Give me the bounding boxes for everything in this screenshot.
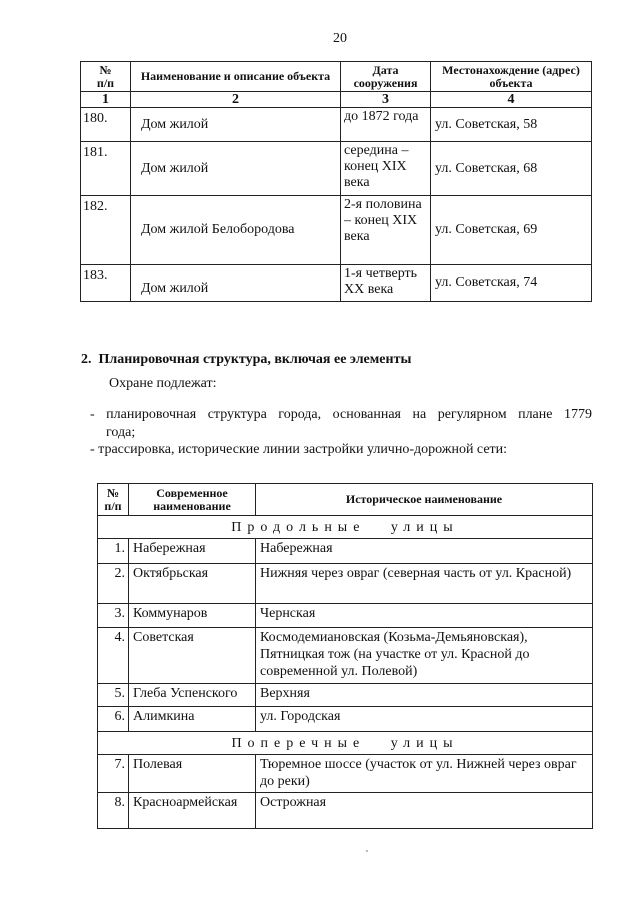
header-number: № п/п <box>81 62 131 92</box>
section-heading: 2. Планировочная структура, включая ее элементы <box>81 352 412 367</box>
table-row <box>81 196 592 265</box>
row-number: 180. <box>81 108 131 142</box>
historic-name: Нижняя через овраг (северная часть от ул. Красной) <box>256 564 593 604</box>
object-name: Дом жилой <box>131 265 341 302</box>
column-numbers-row <box>81 92 592 108</box>
page-number: 20 <box>333 31 347 46</box>
section-longitudinal-streets: Продольные улицы <box>98 516 593 539</box>
historic-name: Набережная <box>256 539 593 564</box>
header-location: Местонахождение (адрес) объекта <box>431 62 592 92</box>
construction-date: 2-я половина – конец XIX века <box>341 196 431 265</box>
construction-date: до 1872 года <box>341 108 431 142</box>
header-historic-name: Историческое наименование <box>256 484 593 516</box>
row-number: 1. <box>98 539 129 564</box>
header-date: Дата сооружения <box>341 62 431 92</box>
object-name: Дом жилой Белобородова <box>131 196 341 265</box>
modern-name: Октябрьская <box>129 564 256 604</box>
historic-name: ул. Городская <box>256 707 593 732</box>
scan-speck <box>366 850 368 852</box>
header-number: № п/п <box>98 484 129 516</box>
row-number: 8. <box>98 793 129 829</box>
table-row <box>98 755 593 793</box>
bullet-item: - планировочная структура города, основанная на регулярном плане 1779 <box>90 407 592 422</box>
historic-name: Острожная <box>256 793 593 829</box>
table-header-row <box>81 62 592 92</box>
row-number: 2. <box>98 564 129 604</box>
modern-name: Глеба Успенского <box>129 684 256 707</box>
column-number: 3 <box>341 92 431 108</box>
column-number: 2 <box>131 92 341 108</box>
table-header-row <box>98 484 593 516</box>
historic-name: Космодемиановская (Козьма-Демьяновская), Пятницкая тож (на участке от ул. Красной до современной ул. Полевой) <box>256 628 593 684</box>
table-row <box>98 564 593 604</box>
table-row <box>81 265 592 302</box>
modern-name: Алимкина <box>129 707 256 732</box>
historic-name: Чернская <box>256 604 593 628</box>
modern-name: Набережная <box>129 539 256 564</box>
section-intro: Охране подлежат: <box>109 376 217 391</box>
table-row <box>98 707 593 732</box>
monuments-table <box>80 61 592 302</box>
object-location: ул. Советская, 69 <box>431 196 592 265</box>
section-transverse-streets: Поперечные улицы <box>98 732 593 755</box>
modern-name: Полевая <box>129 755 256 793</box>
table-row <box>98 539 593 564</box>
historic-name: Верхняя <box>256 684 593 707</box>
object-name: Дом жилой <box>131 108 341 142</box>
row-number: 182. <box>81 196 131 265</box>
row-number: 181. <box>81 142 131 196</box>
row-number: 3. <box>98 604 129 628</box>
table-row <box>98 604 593 628</box>
table-row <box>98 628 593 684</box>
section-row <box>98 732 593 755</box>
object-location: ул. Советская, 68 <box>431 142 592 196</box>
section-row <box>98 516 593 539</box>
column-number: 1 <box>81 92 131 108</box>
bullet-item-continuation: года; <box>106 425 136 440</box>
streets-table <box>97 483 593 829</box>
row-number: 6. <box>98 707 129 732</box>
row-number: 5. <box>98 684 129 707</box>
column-number: 4 <box>431 92 592 108</box>
construction-date: 1-я четверть XX века <box>341 265 431 302</box>
row-number: 183. <box>81 265 131 302</box>
header-modern-name: Современное наименование <box>129 484 256 516</box>
row-number: 4. <box>98 628 129 684</box>
object-location: ул. Советская, 58 <box>431 108 592 142</box>
modern-name: Красноармейская <box>129 793 256 829</box>
table-row <box>81 142 592 196</box>
table-row <box>81 108 592 142</box>
object-name: Дом жилой <box>131 142 341 196</box>
object-location: ул. Советская, 74 <box>431 265 592 302</box>
construction-date: середина – конец XIX века <box>341 142 431 196</box>
historic-name: Тюремное шоссе (участок от ул. Нижней через овраг до реки) <box>256 755 593 793</box>
modern-name: Коммунаров <box>129 604 256 628</box>
modern-name: Советская <box>129 628 256 684</box>
bullet-item: - трассировка, исторические линии застройки улично-дорожной сети: <box>90 442 508 457</box>
table-row <box>98 793 593 829</box>
table-row <box>98 684 593 707</box>
header-name: Наименование и описание объекта <box>131 62 341 92</box>
row-number: 7. <box>98 755 129 793</box>
